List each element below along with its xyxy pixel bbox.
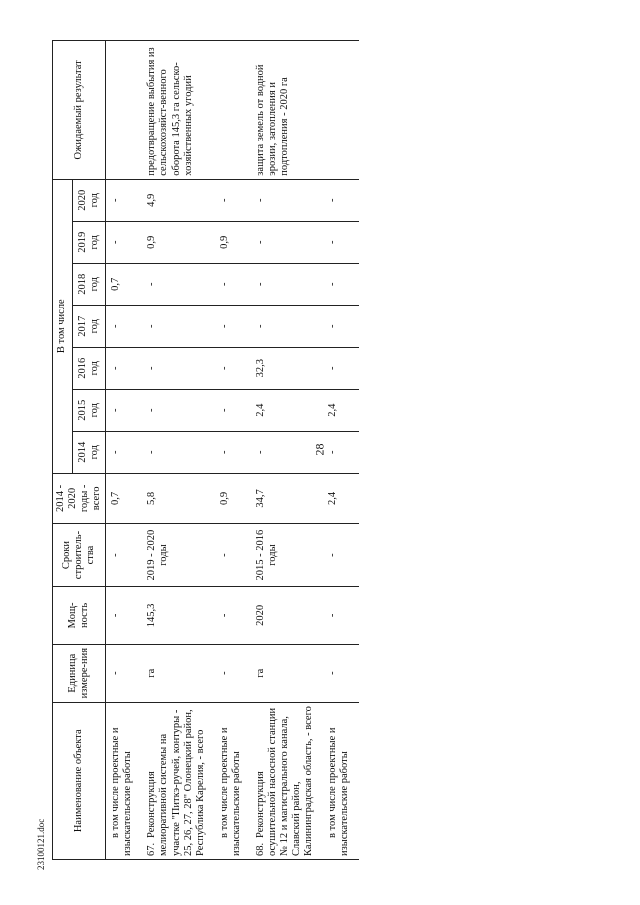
cell-y2019: - [251,221,323,263]
cell-y2014: - [323,431,359,473]
object-name: в том числе проектные и изыскательские работы [110,727,134,856]
object-name-cell [106,702,143,859]
construction-objects-table [52,40,359,860]
page-number: 28 [312,443,327,456]
cell-unit: - [106,644,143,702]
expected-result-cell [215,41,251,180]
cell-y2019: 0,9 [215,221,251,263]
cell-y2015: 2,4 [323,389,359,431]
object-name: Реконструкция мелиоративной системы на участке "Питкэ-ручей, контуры - 25, 26, 27, 28" Олонецкий район, Республика Карелия, - всего [146,709,206,856]
row-number: 67. [146,842,158,856]
cell-y2017: - [142,305,214,347]
cell-capacity: - [106,587,143,645]
cell-capacity: 2020 [251,587,323,645]
object-name-cell [323,702,359,859]
header-year-2018: 2018 год [72,263,106,305]
cell-total: 0,9 [215,473,251,523]
cell-y2015: - [142,389,214,431]
cell-y2016: - [215,347,251,389]
rotated-table-container [52,40,637,860]
cell-unit: га [142,644,214,702]
cell-y2015: - [215,389,251,431]
header-year-2014: 2014 год [72,431,106,473]
header-name: Наименование объекта [53,702,106,859]
cell-y2015: 2,4 [251,389,323,431]
header-year-2020: 2020 год [72,179,106,221]
cell-y2020: - [323,179,359,221]
row-number: 68. [254,842,266,856]
object-name: в том числе проектные и изыскательские работы [327,727,351,856]
cell-y2014: - [142,431,214,473]
cell-terms: - [106,524,143,587]
object-name: в том числе проектные и изыскательские работы [218,727,242,856]
header-terms: Сроки строитель-ства [53,524,106,587]
cell-y2019: 0,9 [142,221,214,263]
table-body [106,41,360,860]
cell-y2017: - [323,305,359,347]
cell-terms: - [215,524,251,587]
cell-total: 0,7 [106,473,143,523]
cell-y2017: - [215,305,251,347]
cell-y2019: - [106,221,143,263]
header-row-1 [53,41,73,860]
object-name: Реконструкция осушительной насосной станции № 12 и магистрального канала, Славский район, Калининградская область, - всего [254,706,315,856]
cell-y2017: - [106,305,143,347]
header-year-2015: 2015 год [72,389,106,431]
cell-y2016: - [142,347,214,389]
cell-terms: 2019 - 2020 годы [142,524,214,587]
table-row [106,41,143,860]
table-row [215,41,251,860]
cell-total: 5,8 [142,473,214,523]
header-capacity: Мощ-ность [53,587,106,645]
header-total: 2014 - 2020 годы - всего [53,473,106,523]
cell-y2014: - [215,431,251,473]
cell-y2019: - [323,221,359,263]
cell-y2014: - [106,431,143,473]
object-name-cell [142,702,214,859]
cell-y2018: - [215,263,251,305]
cell-y2014: - [251,431,323,473]
cell-total: 34,7 [251,473,323,523]
cell-capacity: 145,3 [142,587,214,645]
header-including: В том числе [53,179,73,473]
header-year-2017: 2017 год [72,305,106,347]
cell-y2017: - [251,305,323,347]
cell-y2015: - [106,389,143,431]
object-name-cell [251,702,323,859]
cell-y2020: - [251,179,323,221]
header-unit: Единица измере-ния [53,644,106,702]
object-name-cell [215,702,251,859]
cell-unit: - [323,644,359,702]
cell-y2016: - [106,347,143,389]
cell-total: 2,4 [323,473,359,523]
expected-result-cell: защита земель от водной эрозии, затопления и подтопления - 2020 га [251,41,323,180]
cell-y2020: - [106,179,143,221]
header-result: Ожидаемый результат [53,41,106,180]
cell-terms: - [323,524,359,587]
table-row [251,41,323,860]
expected-result-cell: предотвращение выбытия из сельскохозяйст-венного оборота 145,3 га сельско-хозяйственных угодий [142,41,214,180]
cell-terms: 2015 - 2016 годы [251,524,323,587]
header-year-2019: 2019 год [72,221,106,263]
cell-unit: га [251,644,323,702]
cell-y2018: - [251,263,323,305]
expected-result-cell [106,41,143,180]
footer-file: 23100121.doc [36,818,46,870]
cell-y2016: 32,3 [251,347,323,389]
table-row [142,41,214,860]
cell-y2016: - [323,347,359,389]
cell-unit: - [215,644,251,702]
header-year-2016: 2016 год [72,347,106,389]
expected-result-cell [323,41,359,180]
cell-y2018: - [142,263,214,305]
table-row [323,41,359,860]
cell-y2020: 4,9 [142,179,214,221]
cell-y2020: - [215,179,251,221]
cell-y2018: - [323,263,359,305]
cell-capacity: - [323,587,359,645]
cell-capacity: - [215,587,251,645]
cell-y2018: 0,7 [106,263,143,305]
